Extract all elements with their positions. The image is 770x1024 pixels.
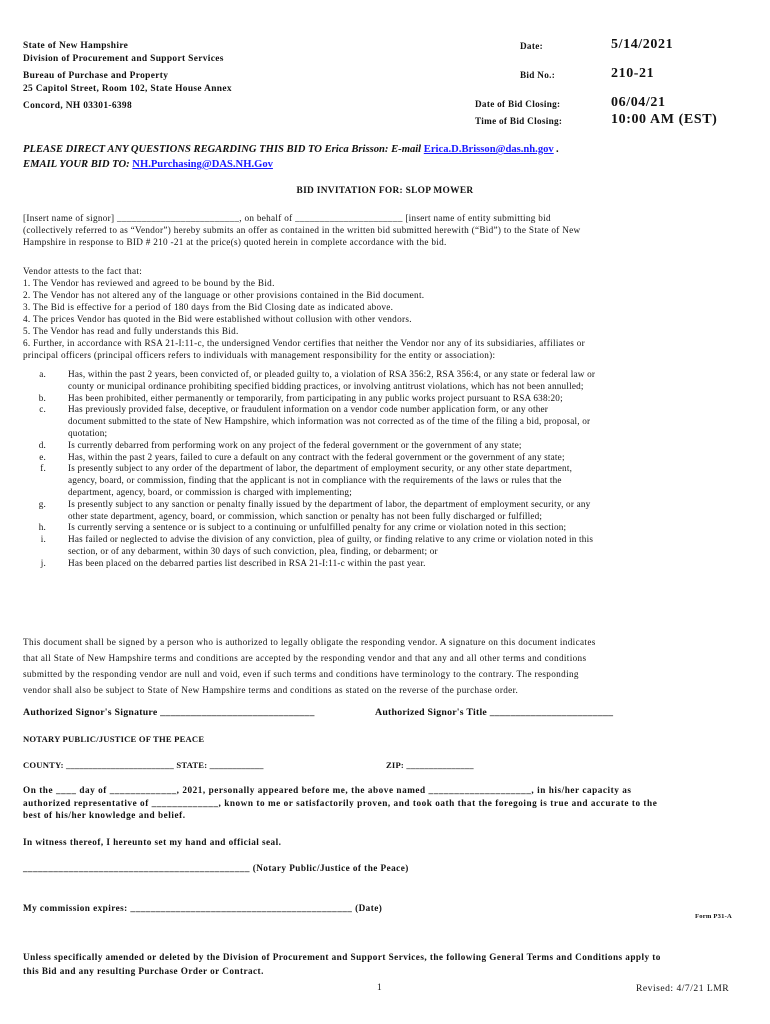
org-line-4: 25 Capitol Street, Room 102, State House Annex [23, 84, 232, 95]
paragraph-line: that all State of New Hampshire terms and conditions are accepted by the responding vendor and that any and all other terms and conditions [23, 653, 587, 663]
directive-end-punct: . [553, 144, 560, 155]
form-number: Form P31-A [695, 913, 732, 920]
commission-expires-line[interactable]: My commission expires: ____________________________________________ (Date) [23, 903, 383, 913]
item-line: Is currently debarred from performing work on any project of the federal government or the government of any state; [68, 439, 522, 450]
signor-title-line[interactable]: Authorized Signor's Title ________________________ [375, 707, 614, 718]
date-label: Date: [520, 41, 543, 51]
contact-email-link[interactable]: Erica.D.Brisson@das.nh.gov [423, 144, 554, 155]
notary-appearance-paragraph [23, 784, 657, 822]
item-line: Has previously provided false, deceptive, or fraudulent information on a vendor code number application form, or any other [68, 404, 549, 415]
general-terms-notice [23, 950, 661, 978]
lettered-item-e [23, 452, 595, 464]
item-line: quotation; [68, 427, 108, 438]
item-line: agency, board, or commission, finding that the applicant is not in compliance with the requirements of the laws or rules that the [68, 475, 562, 486]
bid-no-label: Bid No.: [520, 70, 556, 80]
item-letter: b. [38, 392, 46, 403]
numbered-item: 2. The Vendor has not altered any of the language or other provisions contained in the Bid document. [23, 290, 425, 300]
org-line-3: Bureau of Purchase and Property [23, 70, 169, 81]
item-line: document submitted to the state of New Hampshire, which information was not corrected as of the time of the filing a bid, proposal, or [68, 416, 591, 427]
numbered-item: 6. Further, in accordance with RSA 21-I:11-c, the undersigned Vendor certifies that neither the Vendor nor any of its subsidiaries, affiliates or [23, 338, 585, 348]
numbered-item: 4. The prices Vendor has quoted in the Bid were established without collusion with other vendors. [23, 314, 412, 324]
item-line: Is presently subject to any sanction or penalty finally issued by the department of labor, the department of employment security, or any [68, 498, 591, 509]
lettered-item-a [23, 369, 595, 393]
item-letter: i. [40, 534, 46, 545]
item-letter: a. [39, 369, 46, 379]
witness-statement: In witness thereof, I hereunto set my hand and official seal. [23, 837, 282, 847]
item-line: Has been placed on the debarred parties list described in RSA 21-I:11-c within the past year. [68, 557, 426, 568]
date-value: 5/14/2021 [611, 37, 674, 52]
closing-time-value: 10:00 AM (EST) [611, 112, 718, 127]
signature-authority-paragraph [23, 634, 596, 698]
notice-line: Unless specifically amended or deleted by the Division of Procurement and Support Services, the following General Terms and Conditions apply to [23, 952, 661, 962]
email-bid-text: EMAIL YOUR BID TO: [23, 159, 133, 170]
lettered-list [23, 369, 595, 570]
notice-line: this Bid and any resulting Purchase Order or Contract. [23, 966, 264, 976]
numbered-item: principal officers (principal officers refers to individuals with management responsibility for the entity or association): [23, 350, 496, 360]
paragraph-line: This document shall be signed by a person who is authorized to legally obligate the responding vendor. A signature on this document indicates [23, 637, 596, 647]
item-letter: f. [40, 463, 46, 474]
zip-line[interactable]: ZIP: _______________ [386, 760, 474, 770]
lettered-item-f [23, 463, 595, 498]
page-number: 1 [377, 983, 382, 993]
item-line: Has failed or neglected to advise the division of any conviction, plea of guilty, or finding relative to any crime or violation noted in this [68, 534, 594, 545]
item-letter: j. [40, 557, 46, 568]
item-letter: g. [38, 498, 46, 509]
signor-signature-line[interactable]: Authorized Signor's Signature ______________________________ [23, 707, 315, 718]
lettered-item-d [23, 440, 595, 452]
paragraph-line: vendor shall also be subject to State of New Hampshire terms and conditions as stated on the reverse of the purchase order. [23, 685, 519, 695]
org-address-block [23, 40, 232, 113]
item-line: county or municipal ordinance prohibiting specified bidding practices, or involving antitrust violations, which has not been annulled; [68, 380, 584, 391]
item-letter: c. [39, 404, 46, 415]
org-line-1: State of New Hampshire [23, 41, 129, 51]
email-bid-directive [23, 159, 273, 170]
attests-block [23, 265, 585, 361]
notary-signature-line[interactable]: _____________________________________________ (Notary Public/Justice of the Peace) [23, 863, 409, 873]
intro-paragraph [23, 212, 580, 248]
paragraph-line: submitted by the responding vendor are null and void, even if such terms and conditions have terminology to the contrary. The responding [23, 669, 579, 679]
org-line-5: Concord, NH 03301-6398 [23, 100, 132, 111]
invitation-title: BID INVITATION FOR: SLOP MOWER [296, 186, 474, 196]
item-line: Has, within the past 2 years, failed to cure a default on any contract with the federal government or the government of any state; [68, 451, 565, 462]
item-line: other state department, agency, board, or commission, which sanction or penalty has not been fully discharged or fulfilled; [68, 510, 543, 521]
numbered-item: 3. The Bid is effective for a period of 180 days from the Bid Closing date as indicated above. [23, 302, 394, 312]
numbered-item: 1. The Vendor has reviewed and agreed to be bound by the Bid. [23, 278, 275, 288]
item-letter: h. [38, 522, 46, 533]
lettered-item-g [23, 499, 595, 523]
intro-line: (collectively referred to as “Vendor”) hereby submits an offer as contained in the written bid submitted herewith (“Bid”) to the State of New [23, 225, 581, 235]
item-letter: e. [39, 451, 46, 462]
item-line: department, agency, board, or commission is charged with implementing; [68, 486, 352, 497]
closing-date-value: 06/04/21 [611, 95, 666, 110]
lettered-item-i [23, 534, 595, 558]
item-line: Is presently subject to any order of the department of labor, the department of employment security, or any other state department, [68, 463, 573, 474]
numbered-item: 5. The Vendor has read and fully understands this Bid. [23, 326, 239, 336]
item-line: section, or of any debarment, within 30 days of such conviction, plea, finding, or debarment; or [68, 545, 438, 556]
questions-directive [23, 144, 559, 155]
paragraph-line: best of his/her knowledge and belief. [23, 810, 186, 820]
item-line: Has, within the past 2 years, been convicted of, or pleaded guilty to, a violation of RSA 356:2, RSA 356:4, or any state or federal law or [68, 369, 596, 379]
intro-line: Hampshire in response to BID # 210 -21 at the price(s) quoted herein in complete accordance with the bid. [23, 237, 447, 247]
notary-heading: NOTARY PUBLIC/JUSTICE OF THE PEACE [23, 734, 205, 744]
bid-email-link[interactable]: NH.Purchasing@DAS.NH.Gov [132, 159, 273, 170]
item-line: Has been prohibited, either permanently or temporarily, from participating in any public works project pursuant to RSA 638:20; [68, 392, 563, 403]
lettered-item-h [23, 522, 595, 534]
revision-note: Revised: 4/7/21 LMR [636, 983, 730, 994]
item-letter: d. [38, 439, 46, 450]
lettered-item-b [23, 393, 595, 405]
closing-time-label: Time of Bid Closing: [475, 116, 563, 126]
paragraph-line: authorized representative of _____________, known to me or satisfactorily proven, and took oath that the foregoing is true and accurate to the [23, 797, 658, 808]
attests-heading: Vendor attests to the fact that: [23, 266, 143, 276]
paragraph-line: On the ____ day of _____________, 2021, personally appeared before me, the above named ____________________, in his/her capacity as [23, 785, 632, 795]
intro-line: [Insert name of signor] _________________________, on behalf of ______________________ [insert name of entity submitting bid [23, 213, 551, 223]
lettered-item-c [23, 404, 595, 439]
closing-date-label: Date of Bid Closing: [475, 99, 561, 109]
questions-directive-text: PLEASE DIRECT ANY QUESTIONS REGARDING THIS BID TO Erica Brisson: E-mail [23, 144, 424, 155]
org-line-2: Division of Procurement and Support Services [23, 54, 224, 65]
lettered-item-j [23, 558, 595, 570]
bid-no-value: 210-21 [611, 66, 655, 81]
county-state-line[interactable]: COUNTY: ________________________ STATE: ____________ [23, 760, 264, 770]
item-line: Is currently serving a sentence or is subject to a continuing or unfulfilled penalty for any crime or violation noted in this section; [68, 522, 567, 533]
